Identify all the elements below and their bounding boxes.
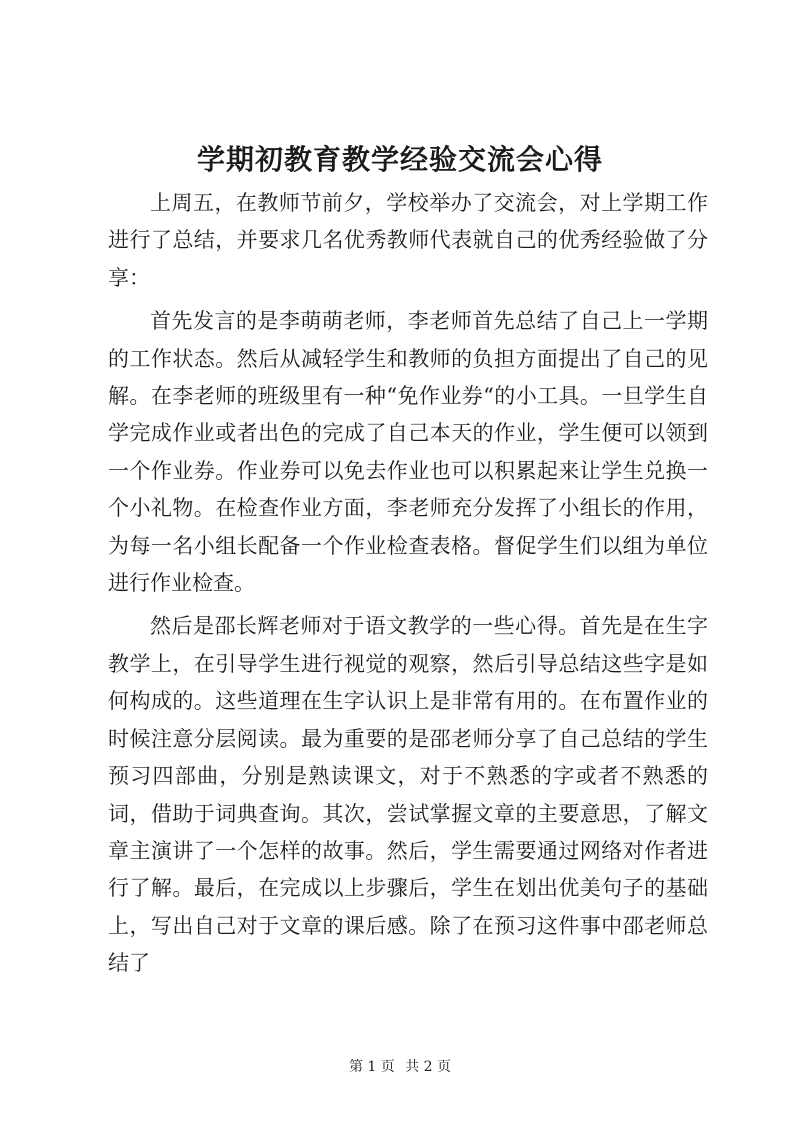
page-total: 共 2 页 bbox=[405, 1059, 452, 1075]
document-body bbox=[108, 185, 708, 989]
page-number: 第 1 页 bbox=[348, 1059, 395, 1075]
page-footer bbox=[0, 1057, 800, 1077]
paragraph-shao-changhui: 然后是邵长辉老师对于语文教学的一些心得。首先是在生字教学上，在引导学生进行视觉的观察，然后引导总结这些字是如何构成的。这些道理在生字认识上是非常有用的。在布置作业的时候注意分层阅读。最为重要的是邵老师分享了自己总结的学生预习四部曲，分别是熟读课文，对于不熟悉的字或者不熟悉的词，借助于词典查询。其次，尝试掌握文章的主要意思，了解文章主演讲了一个怎样的故事。然后，学生需要通过网络对作者进行了解。最后，在完成以上步骤后，学生在划出优美句子的基础上，写出自己对于文章的课后感。除了在预习这件事中邵老师总结了 bbox=[108, 614, 708, 976]
paragraph-intro: 上周五，在教师节前夕，学校举办了交流会，对上学期工作进行了总结，并要求几名优秀教师代表就自己的优秀经验做了分享： bbox=[108, 191, 708, 290]
document-title: 学期初教育教学经验交流会心得 bbox=[196, 143, 603, 176]
paragraph-li-mengmeng: 首先发言的是李萌萌老师，李老师首先总结了自己上一学期的工作状态。然后从减轻学生和教师的负担方面提出了自己的见解。在李老师的班级里有一种“免作业券“的小工具。一旦学生自学完成作业或者出色的完成了自己本天的作业，学生便可以领到一个作业券。作业券可以免去作业也可以积累起来让学生兑换一个小礼物。在检查作业方面，李老师充分发挥了小组长的作用，为每一名小组长配备一个作业检查表格。督促学生们以组为单位进行作业检查。 bbox=[108, 309, 708, 596]
